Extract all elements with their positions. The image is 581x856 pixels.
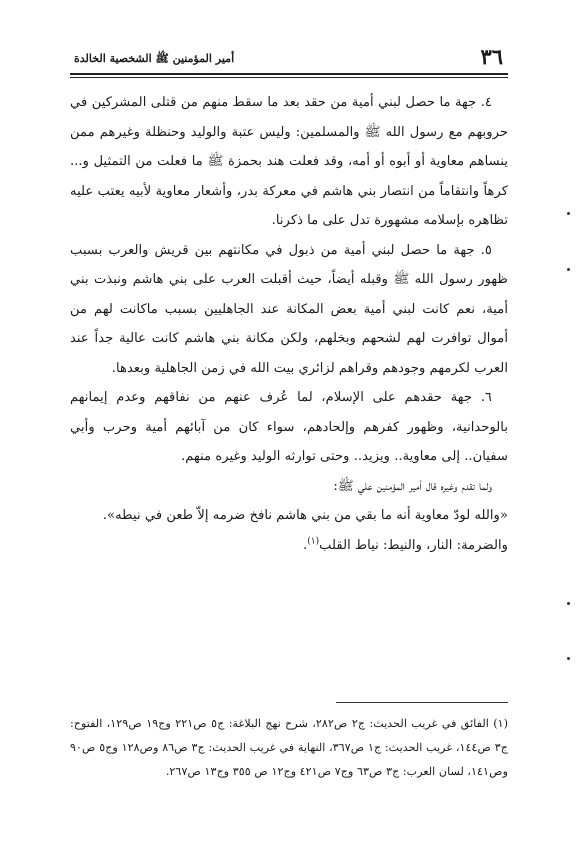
margin-speck xyxy=(567,268,570,271)
gloss-end: . xyxy=(303,537,308,553)
paragraph-intro-quote: ولما تقدم وغيره قال أمير المؤمنين علي ﷺ: xyxy=(333,478,492,494)
margin-speck xyxy=(567,602,570,605)
footnote-separator xyxy=(336,702,508,703)
paragraph-point-4: ٤. جهة ما حصل لبني أمية من حقد بعد ما سقط منهم من قتلى المشركين في حروبهم مع رسول الله ﷺ والمسلمين: وليس عتبة والوليد وحنظلة وغيرهم ممن ينساهم معاوية أو أبوه أو أمه، وقد فعلت هند بحمزة ﷺ ما فعلت من التمثيل و... كرهاً وانتقاماً من انتصار بني هاشم في معركة بدر، وأشعار معاوية لأبيه يعتب عليه تظاهره بإسلامه مشهورة تدل على ما ذكرنا. xyxy=(70,95,508,228)
footnotes xyxy=(70,712,508,784)
page-header xyxy=(70,44,507,70)
quote-text: «والله لودّ معاوية أنه ما بقي من بني هاشم نافخ ضرمه إلاّ طعن في نيطه». xyxy=(102,508,508,523)
main-text xyxy=(70,88,508,560)
page-number: ٣٦ xyxy=(480,44,503,69)
gloss-text: والضرمة: النار، والنيط: نياط القلب xyxy=(319,537,508,553)
paragraph-point-5: ٥. جهة ما حصل لبني أمية من ذبول في مكانتهم بين قريش والعرب بسبب ظهور رسول الله ﷺ وقبله أيضاً، حيث أقبلت العرب على بني هاشم ونبذت بني أمية، نعم كانت لبني أمية بعض المكانة عند الجاهليين بسبب ماكانت لهم من أموال توافرت لهم لشحهم وبخلهم، ولكن مكانة بني هاشم كانت عالية جداً عند العرب لكرمهم وجودهم وقراهم لزائري بيت الله في زمن الجاهلية وبعدها. xyxy=(70,242,508,376)
footnote-reference: (١) xyxy=(307,536,320,547)
margin-speck xyxy=(567,212,570,215)
running-title: أمير المؤمنين ﷺ الشخصية الخالدة xyxy=(74,52,235,65)
header-rule-thin xyxy=(70,77,508,78)
gloss-line xyxy=(70,531,508,561)
footnote-1: (١) الفائق في غريب الحديث: ج٢ ص٢٨٢، شرح نهج البلاغة: ج٥ ص٢٢١ وج١٩ ص١٢٩، الفتوح: ج٣ ص١٤٤، غريب الحديث: ج١ ص٣٦٧، النهاية في غريب الحديث: ج٣ ص٨٦ وص١٢٨ وج٥ ص٩٠ وص١٤١، لسان العرب: ج٣ ص٦٣ وج٧ ص٤٢١ وج١٢ ص ٣٥٥ وج١٣ ص٢٦٧. xyxy=(70,717,509,778)
header-rule xyxy=(70,73,508,75)
margin-speck xyxy=(567,657,570,660)
paragraph-point-6: ٦. جهة حقدهم على الإسلام، لما عُرف عنهم من نفاقهم وعدم إيمانهم بالوحدانية، وظهور كفرهم وإلحادهم، سواء كان من آبائهم أمية وحرب وأبي سفيان.. إلى معاوية.. ويزيد.. وحتى توارثه الوليد وغيره منهم. xyxy=(70,390,508,464)
